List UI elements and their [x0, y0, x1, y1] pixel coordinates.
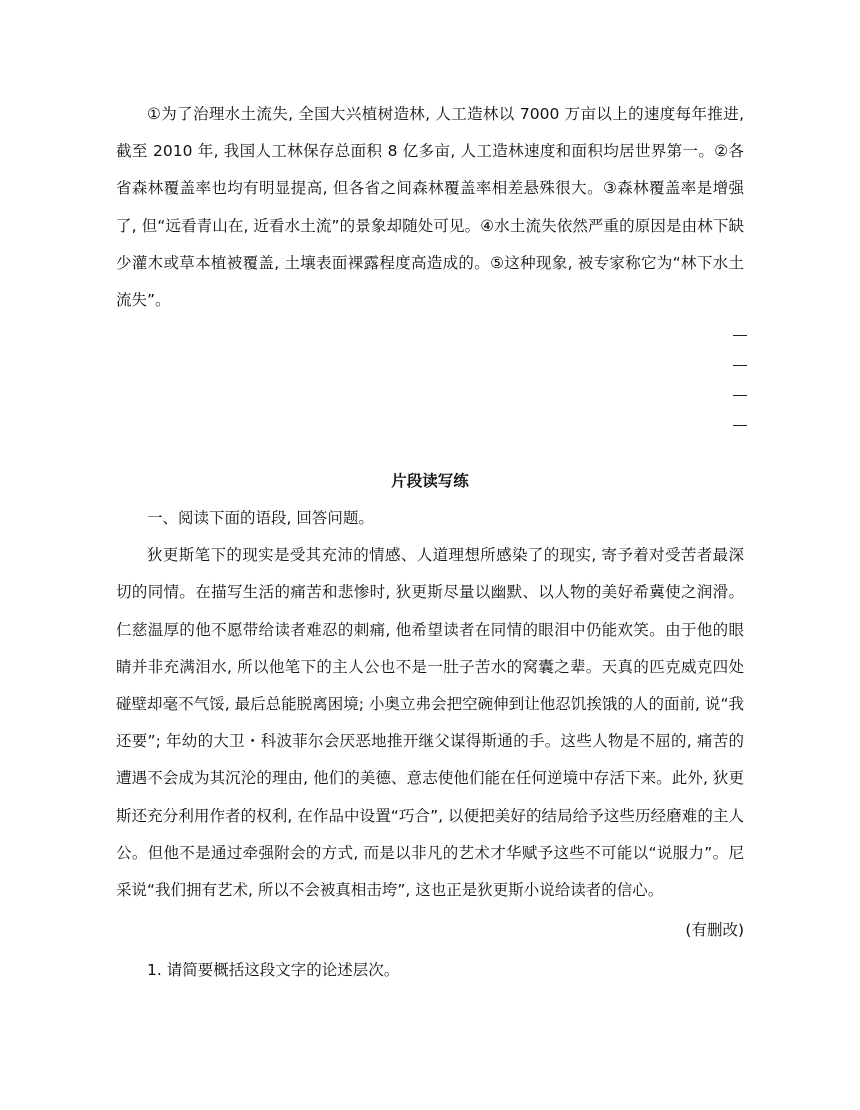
answer-blank-line [733, 335, 747, 336]
passage-2: 狄更斯笔下的现实是受其充沛的情感、人道理想所感染了的现实, 寄予着对受苦者最深切的同情。在描写生活的痛苦和悲惨时, 狄更斯尽量以幽默、以人物的美好希冀使之润滑。仁慈温厚的他不愿带给读者难忍的刺痛, 他希望读者在同情的眼泪中仍能欢笑。由于他的眼睛并非充满泪水, 所以他笔下的主人公也不是一肚子苦水的窝囊之辈。天真的匹克威克四处碰壁却毫不气馁, 最后总能脱离困境; 小奥立弗会把空碗伸到让他忍饥挨饿的人的面前, 说“我还要”; 年幼的大卫・科波菲尔会厌恶地推开继父谋得斯通的手。这些人物是不屈的, 痛苦的遭遇不会成为其沉沦的理由, 他们的美德、意志使他们能在任何逆境中存活下来。此外, 狄更斯还充分利用作者的权利, 在作品中设置“巧合”, 以便把美好的结局给予这些历经磨难的主人公。但他不是通过牵强附会的方式, 而是以非凡的艺术才华赋予这些不可能以“说服力”。尼采说“我们拥有艺术, 所以不会被真相击垮”, 这也正是狄更斯小说给读者的信心。 [116, 546, 744, 900]
answer-blank-line [733, 365, 747, 366]
passage-1: ①为了治理水土流失, 全国大兴植树造林, 人工造林以 7000 万亩以上的速度每年推进, 截至 2010 年, 我国人工林保存总面积 8 亿多亩, 人工造林速度和面积均居世界第一。②各省森林覆盖率也均有明显提高, 但各省之间森林覆盖率相差悬殊很大。③森林覆盖率是增强了, 但“远看青山在, 近看水土流”的景象却随处可见。④水土流失依然严重的原因是由林下缺少灌木或草本植被覆盖, 土壤表面裸露程度高造成的。⑤这种现象, 被专家称它为“林下水土流失”。 [116, 105, 744, 310]
source-note: (有删改) [685, 921, 744, 940]
question-1: 1. 请简要概括这段文字的论述层次。 [147, 961, 400, 980]
answer-blank-lines [116, 335, 744, 435]
section-title: 片段读写练 [391, 472, 469, 491]
document-page [116, 96, 744, 989]
answer-blank-line [733, 395, 747, 396]
answer-blank-line [733, 425, 747, 426]
question-heading: 一、阅读下面的语段, 回答问题。 [147, 509, 374, 528]
